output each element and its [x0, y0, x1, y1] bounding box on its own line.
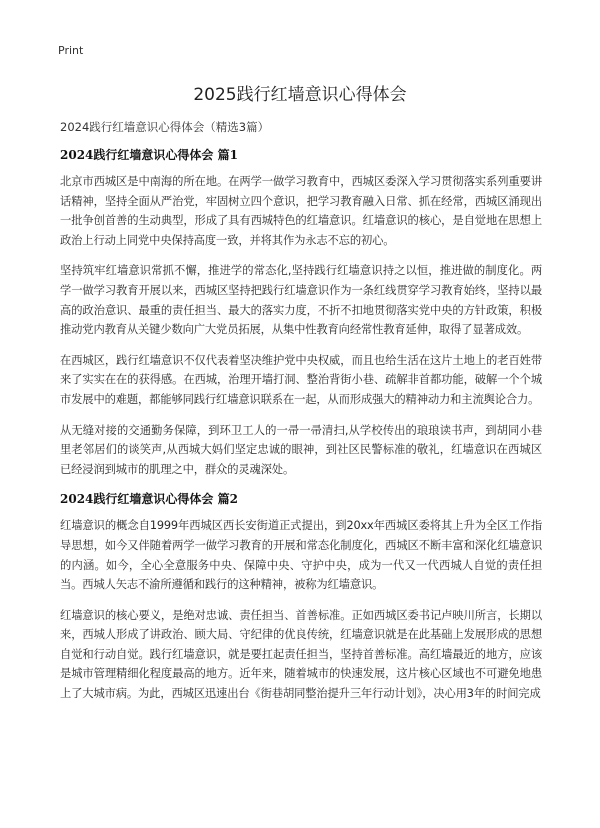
article-body: [60, 118, 542, 715]
section-1-paragraph-3: 在西城区，践行红墙意识不仅代表着坚决维护党中央权威，而且也给生活在这片土地上的老百姓带来了实实在在的获得感。在西城，治理开墙打洞、整治背街小巷、疏解非首都功能，破解一个个城市发展中的难题，都能够同践行红墙意识联系在一起，从而形成强大的精神动力和主流舆论合力。: [60, 353, 542, 406]
page-title: 2025践行红墙意识心得体会: [193, 85, 407, 105]
section-1-paragraph-1: 北京市西城区是中南海的所在地。在两学一做学习教育中，西城区委深入学习贯彻落实系列重要讲话精神，坚持全面从严治党，牢固树立四个意识，把学习教育融入日常、抓在经常，西城区涌现出一批争创首善的生动典型，形成了具有西城特色的红墙意识。红墙意识的核心，是自觉地在思想上政治上行动上同党中央保持高度一致，并将其作为永志不忘的初心。: [60, 175, 542, 247]
section-1-paragraph-4: 从无缝对接的交通勤务保障，到环卫工人的一帚一帚清扫,从学校传出的琅琅读书声，到胡同小巷里老邻居们的谈笑声,从西城大妈们坚定忠诚的眼神，到社区民警标准的敬礼，红墙意识在西城区已经浸润到城市的肌理之中，群众的灵魂深处。: [60, 423, 542, 476]
section-2-paragraph-2: 红墙意识的核心要义，是绝对忠诚、责任担当、首善标准。正如西城区委书记卢映川所言，长期以来，西城人形成了讲政治、顾大局、守纪律的优良传统，红墙意识就是在此基础上发展形成的思想自觉和行动自觉。践行红墙意识，就是要扛起责任担当，坚持首善标准。高红墙最近的地方，应该是城市管理精细化程度最高的地方。近年来，随着城市的快速发展，这片核心区域也不可避免地患上了大城市病。为此，西城区迅速出台《街巷胡同整治提升三年行动计划》，决心用3年的时间完成: [60, 608, 542, 701]
section-heading-1: 2024践行红墙意识心得体会 篇1: [60, 148, 238, 162]
section-2-paragraph-1: 红墙意识的概念自1999年西城区西长安街道正式提出，到20xx年西城区委将其上升为全区工作指导思想，如今又伴随着两学一做学习教育的开展和常态化制度化，西城区不断丰富和深化红墙意识的内涵。如今，全心全意服务中央、保障中央、守护中央，成为一代又一代西城人自觉的责任担当。西城人矢志不渝所遵循和践行的这种精神，被称为红墙意识。: [60, 519, 542, 592]
document-subtitle: 2024践行红墙意识心得体会（精选3篇）: [60, 120, 270, 134]
section-1-paragraph-2: 坚持筑牢红墙意识常抓不懈，推进学的常态化,坚持践行红墙意识持之以恒，推进做的制度化。两学一做学习教育开展以来，西城区坚持把践行红墙意识作为一条红线贯穿学习教育始终，坚持以最高的政治意识、最重的责任担当、最大的落实力度，不折不扣地贯彻落实党中央的方针政策，积极推动党内教育从关键少数向广大党员拓展，从集中性教育向经常性教育延伸，取得了显著成效。: [60, 264, 542, 337]
print-link[interactable]: Print: [58, 44, 84, 57]
section-heading-2: 2024践行红墙意识心得体会 篇2: [60, 492, 238, 507]
